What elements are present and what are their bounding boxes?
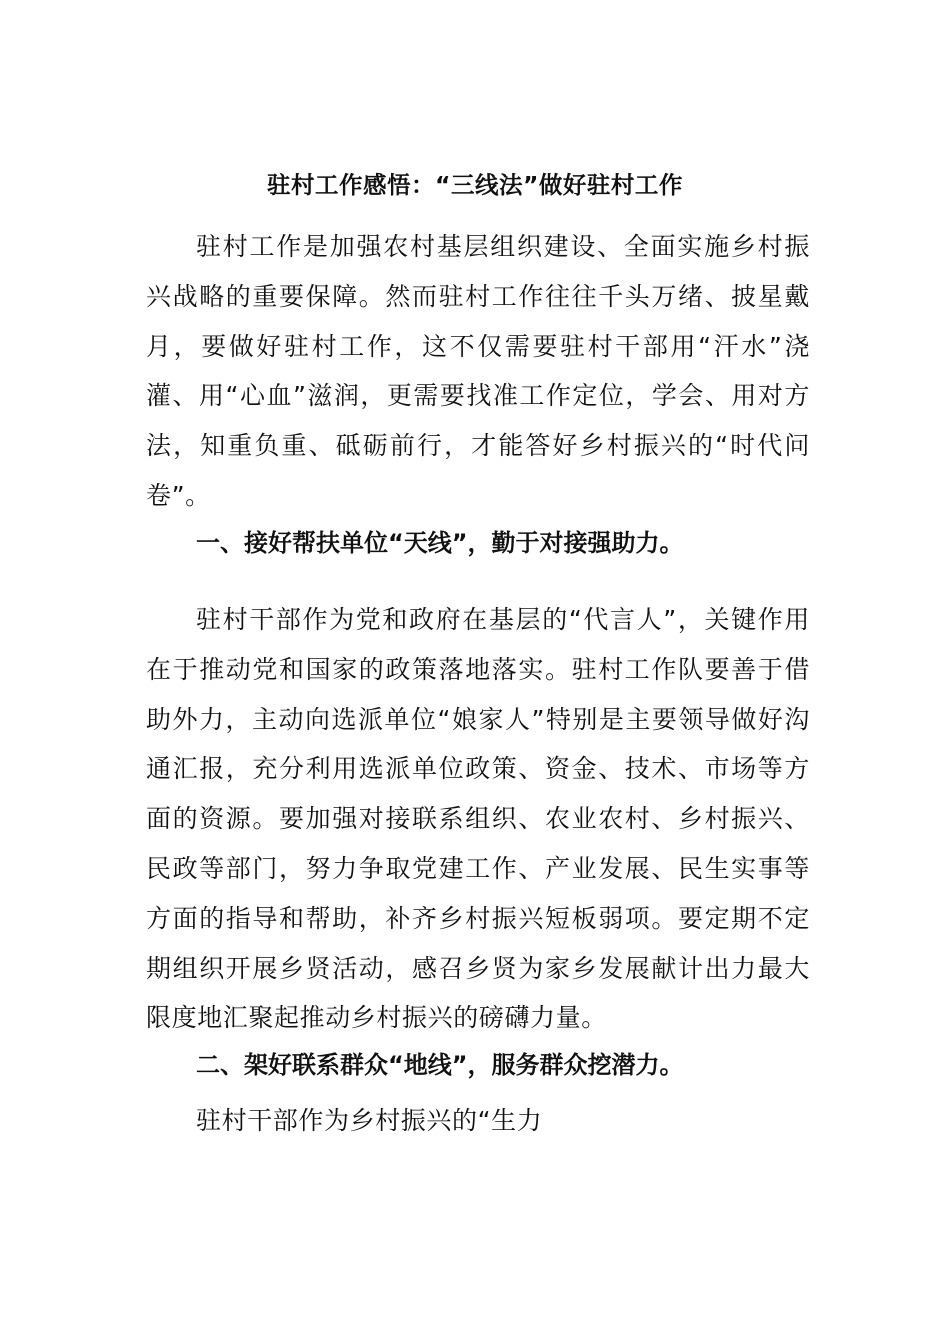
section-2-heading: 二、架好联系群众“地线”，服务群众挖潜力。 (196, 1051, 684, 1079)
section-1-paragraph: 驻村干部作为党和政府在基层的“代言人”，关键作用在于推动党和国家的政策落地落实。驻村工作队要善于借助外力，主动向选派单位“娘家人”特别是主要领导做好沟通汇报，充分利用选派单位政策、资金、技术、市场等方面的资源。要加强对接联系组织、农业农村、乡村振兴、民政等部门，努力争取党建工作、产业发展、民生实事等方面的指导和帮助，补齐乡村振兴短板弱项。要定期不定期组织开展乡贤活动，感召乡贤为家乡发展献计出力最大限度地汇聚起推动乡村振兴的磅礴力量。 (146, 605, 810, 1033)
section-2-paragraph: 驻村干部作为乡村振兴的“生力 (196, 1106, 543, 1135)
document-title: 驻村工作感悟：“三线法”做好驻村工作 (267, 171, 683, 199)
section-1-heading: 一、接好帮扶单位“天线”，勤于对接强助力。 (196, 529, 684, 557)
intro-paragraph: 驻村工作是加强农村基层组织建设、全面实施乡村振兴战略的重要保障。然而驻村工作往往千头万绪、披星戴月，要做好驻村工作，这不仅需要驻村干部用“汗水”浇灌、用“心血”滋润，更需要找准工作定位，学会、用对方法，知重负重、砥砺前行，才能答好乡村振兴的“时代问卷”。 (146, 232, 810, 510)
